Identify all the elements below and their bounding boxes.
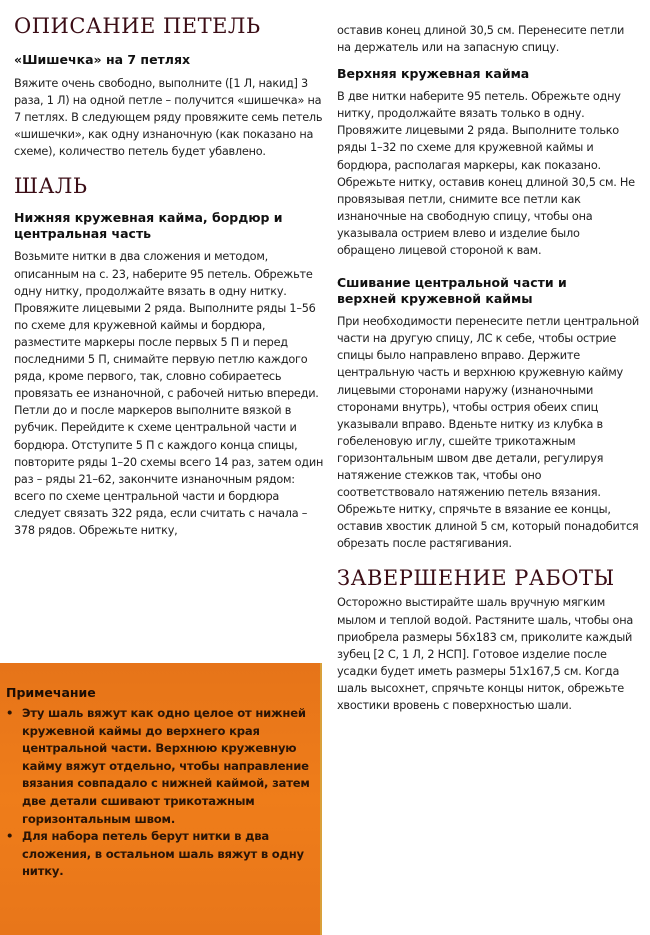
- stitch-description-heading: ОПИСАНИЕ ПЕТЕЛЬ: [14, 14, 261, 38]
- note-box: [0, 663, 322, 935]
- note-item-text: Эту шаль вяжут как одно целое от нижней кружевной каймы до верхнего края центральной части. Верхнюю кружевную кайму вяжут отдельно, чтобы направление вязания совпадало с нижней каймой, затем две детали сшивают трикотажным горизонтальным швом.: [22, 706, 310, 826]
- lower-lace-edge-paragraph: Возьмите нитки в два сложения и методом, описанным на с. 23, наберите 95 петель. Обрежьте одну нитку, продолжайте вязать в одну нитку. Провяжите лицевыми 2 ряда. Выполните ряды 1–56 по схеме для кружевной каймы и бордюра, разместите маркеры после первых 5 П и перед последними 5 П, снимайте первую петлю каждого ряда, кроме первого, так, словно собираетесь провязать ее изнаночной, с рабочей нитью впереди. Петли до и после маркеров выполните вязкой в рубчик. Перейдите к схеме центральной части и бордюра. Отступите 5 П с каждого конца спицы, повторите ряды 1–20 схемы всего 14 раз, затем один раз – ряды 21–62, закончите изнаночным рядом: всего по схеме центральной части и бордюра следует связать 322 ряда, если считать с начала – 378 рядов. Обрежьте нитку,: [14, 250, 324, 537]
- bobble-paragraph: Вяжите очень свободно, выполните ([1 Л, накид] 3 раза, 1 Л) на одной петле – получится «шишечка» на 7 петлях. В следующем ряду провяжите семь петель «шишечки», как одну изнаночную (как показано на схеме), количество петель будет убавлено.: [14, 77, 323, 159]
- note-item: [6, 705, 311, 828]
- bobble-subheading: «Шишечка» на 7 петлях: [14, 52, 191, 67]
- note-item: [6, 828, 311, 881]
- seaming-subheading: Сшивание центральной части и верхней кружевной каймы: [337, 275, 567, 307]
- bullet-icon: •: [6, 829, 14, 844]
- upper-lace-edge-paragraph: В две нитки наберите 95 петель. Обрежьте одну нитку, продолжайте вязать только в одну. Провяжите лицевыми 2 ряда. Выполните только ряды 1–32 по схеме для кружевной каймы и бордюра, располагая маркеры, как показано. Обрежьте нитку, оставив конец длиной 30,5 см. Не провязывая петли, снимите все петли как изнаночные на свободную спицу, чтобы она указывала острием влево и изделие было обращено лицевой стороной к вам.: [337, 90, 635, 258]
- lower-lace-edge-subheading: Нижняя кружевная кайма, бордюр и центральная часть: [14, 210, 283, 242]
- continuation-paragraph: оставив конец длиной 30,5 см. Перенесите петли на держатель или на запасную спицу.: [337, 24, 625, 55]
- shawl-heading: ШАЛЬ: [14, 174, 88, 199]
- note-item-text: Для набора петель берут нитки в два сложения, в остальном шаль вяжут в одну нитку.: [22, 829, 304, 879]
- bullet-icon: •: [6, 706, 14, 720]
- left-column: [14, 0, 326, 539]
- upper-lace-edge-subheading: Верхняя кружевная кайма: [337, 66, 530, 82]
- finishing-heading: ЗАВЕРШЕНИЕ РАБОТЫ: [337, 566, 615, 591]
- seaming-paragraph: При необходимости перенесите петли центральной части на другую спицу, ЛС к себе, чтобы острие спицы было направлено вправо. Держите центральную часть и верхнюю кружевную кайму лицевыми сторонами наружу (изнаночными сторонами внутрь), чтобы острия обеих спиц указывали вправо. Вденьте нитку из клубка в гобеленовую иглу, сшейте трикотажным горизонтальным швом две детали, регулируя натяжение стежков так, чтобы оно соответствовало натяжению петель вязания. Обрежьте нитку, спрячьте в вязание ее концы, оставив хвостик длиной 5 см, который понадобится обрезать после растягивания.: [337, 315, 639, 551]
- right-column: [337, 0, 639, 714]
- note-list: [6, 705, 311, 881]
- note-title: Примечание: [6, 685, 96, 700]
- finishing-paragraph: Осторожно выстирайте шаль вручную мягким мылом и теплой водой. Растяните шаль, чтобы она приобрела размеры 56х183 см, приколите каждый зубец [2 С, 1 Л, 2 НСП]. Готовое изделие после усадки будет иметь размеры 51х167,5 см. Когда шаль высохнет, спрячьте концы ниток, обрежьте хвостики вровень с поверхностью шали.: [337, 596, 634, 712]
